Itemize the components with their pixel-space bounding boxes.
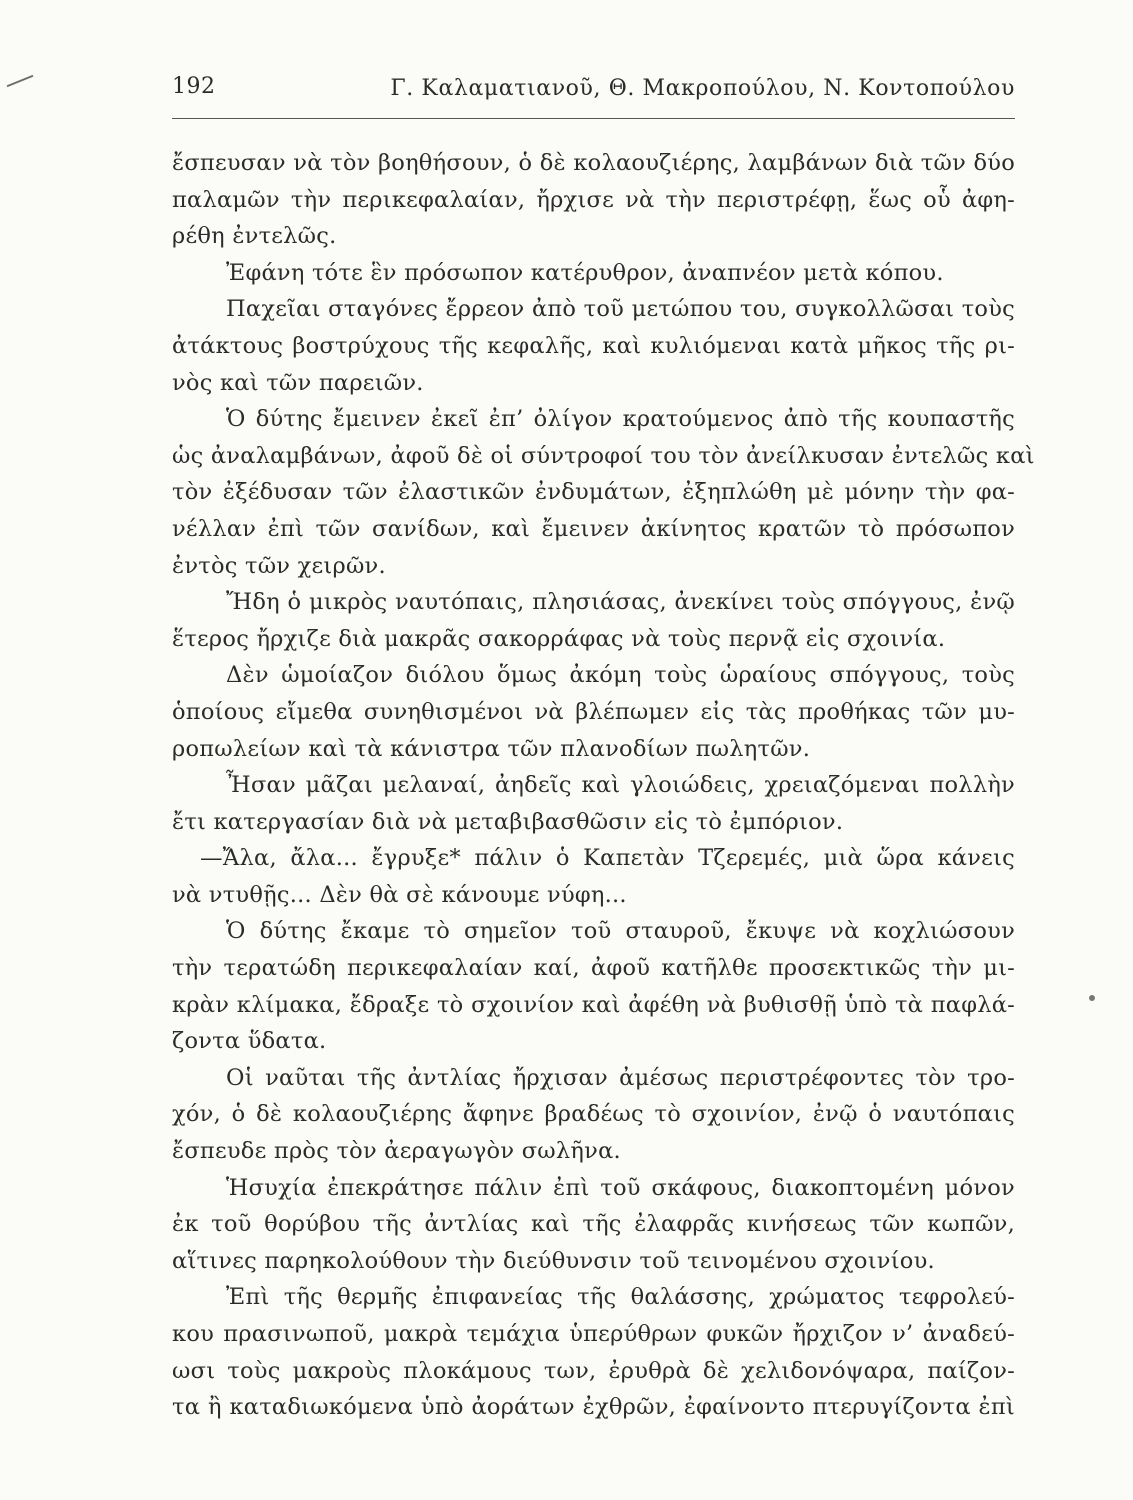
text-line: ροπωλείων καὶ τὰ κάνιστρα τῶν πλανοδίων πωλητῶν. <box>172 735 811 762</box>
text-line: ἐντὸς τῶν χειρῶν. <box>172 552 386 579</box>
text-line: κρὰν κλίμακα, ἔδραξε τὸ σχοινίον καὶ ἀφέθη νὰ βυθισθῇ ὑπὸ τὰ παφλά- <box>172 991 1015 1018</box>
text-line: ἀτάκτους βοστρύχους τῆς κεφαλῆς, καὶ κυλιόμεναι κατὰ μῆκος τῆς ρι- <box>172 332 1015 359</box>
text-line: νὰ ντυθῇς... Δὲν θὰ σὲ κάνουμε νύφη... <box>172 881 627 908</box>
text-line: ἔσπευσαν νὰ τὸν βοηθήσουν, ὁ δὲ κολαουζιέρης, λαμβάνων διὰ τῶν δύο <box>172 150 1015 176</box>
text-line: ἔσπευδε πρὸς τὸν ἀεραγωγὸν σωλῆνα. <box>172 1138 621 1165</box>
text-line: Ἐφάνη τότε ἓν πρόσωπον κατέρυθρον, ἀναπνέον μετὰ κόπου. <box>226 259 944 286</box>
text-line: Ὁ δύτης ἔκαμε τὸ σημεῖον τοῦ σταυροῦ, ἔκυψε νὰ κοχλιώσουν <box>226 918 1015 945</box>
text-line: ἕτερος ἤρχιζε διὰ μακρᾶς σακορράφας νὰ τοὺς περνᾷ εἰς σχοινία. <box>172 625 946 652</box>
text-line: —Ἄλα, ἄλα... ἔγρυξε* πάλιν ὁ Καπετὰν Τζερεμές, μιὰ ὥρα κάνεις <box>200 845 1015 872</box>
text-line: ωσι τοὺς μακροὺς πλοκάμους των, ἐρυθρὰ δὲ χελιδονόψαρα, παίζον- <box>172 1357 1015 1384</box>
text-line: Ἐπὶ τῆς θερμῆς ἐπιφανείας τῆς θαλάσσης, χρώματος τεφρολεύ- <box>226 1284 1015 1311</box>
page-number: 192 <box>172 74 216 99</box>
text-line: κου πρασινωποῦ, μακρὰ τεμάχια ὑπερύθρων φυκῶν ἤρχιζον ν’ ἀναδεύ- <box>172 1321 1015 1347</box>
text-line: ἐκ τοῦ θορύβου τῆς ἀντλίας καὶ τῆς ἐλαφρᾶς κινήσεως τῶν κωπῶν, <box>172 1211 1015 1238</box>
text-line: Παχεῖαι σταγόνες ἔρρεον ἀπὸ τοῦ μετώπου του, συγκολλῶσαι τοὺς <box>226 296 1015 323</box>
text-line: χόν, ὁ δὲ κολαουζιέρης ἄφηνε βραδέως τὸ σχοινίον, ἐνῷ ὁ ναυτόπαις <box>172 1101 1015 1128</box>
text-line: ἔτι κατεργασίαν διὰ νὰ μεταβιβασθῶσιν εἰς τὸ ἐμπόριον. <box>172 808 844 835</box>
stray-ink-dot <box>1089 995 1095 1001</box>
text-line: ὡς ἀναλαμβάνων, ἀφοῦ δὲ οἱ σύντροφοί του τὸν ἀνείλκυσαν ἐντελῶς καὶ <box>172 442 1035 469</box>
text-line: ὁποίους εἴμεθα συνηθισμένοι νὰ βλέπωμεν εἰς τὰς προθήκας τῶν μυ- <box>172 698 1015 725</box>
text-line: νὸς καὶ τῶν παρειῶν. <box>172 369 424 396</box>
text-line: ρέθη ἐντελῶς. <box>172 223 337 250</box>
text-line: Ἤδη ὁ μικρὸς ναυτόπαις, πλησιάσας, ἀνεκίνει τοὺς σπόγγους, ἐνῷ <box>226 589 1015 616</box>
text-line: Ὁ δύτης ἔμεινεν ἐκεῖ ἐπ’ ὀλίγον κρατούμενος ἀπὸ τῆς κουπαστῆς <box>226 406 1015 433</box>
text-line: Ἡσυχία ἐπεκράτησε πάλιν ἐπὶ τοῦ σκάφους, διακοπτομένη μόνον <box>226 1174 1015 1201</box>
text-line: νέλλαν ἐπὶ τῶν σανίδων, καὶ ἔμεινεν ἀκίνητος κρατῶν τὸ πρόσωπον <box>172 515 1015 542</box>
text-line: τα ἢ καταδιωκόμενα ὑπὸ ἀοράτων ἐχθρῶν, ἐφαίνοντο πτερυγίζοντα ἐπὶ <box>172 1394 1015 1421</box>
text-line: τὸν ἐξέδυσαν τῶν ἐλαστικῶν ἐνδυμάτων, ἐξηπλώθη μὲ μόνην τὴν φα- <box>172 479 1015 506</box>
text-line: Ἦσαν μᾶζαι μελαναί, ἀηδεῖς καὶ γλοιώδεις, χρειαζόμεναι πολλὴν <box>226 772 1015 799</box>
text-line: αἵτινες παρηκολούθουν τὴν διεύθυνσιν τοῦ τεινομένου σχοινίου. <box>172 1247 935 1274</box>
text-line: παλαμῶν τὴν περικεφαλαίαν, ἤρχισε νὰ τὴν περιστρέφῃ, ἕως οὗ ἀφη- <box>172 186 1015 213</box>
body-text <box>172 145 1035 1426</box>
text-line: Δὲν ὡμοίαζον διόλου ὅμως ἀκόμη τοὺς ὡραίους σπόγγους, τοὺς <box>226 662 1015 689</box>
header-rule <box>172 118 1015 119</box>
text-line: Οἱ ναῦται τῆς ἀντλίας ἤρχισαν ἀμέσως περιστρέφοντες τὸν τρο- <box>226 1064 1015 1091</box>
text-line: τὴν τερατώδη περικεφαλαίαν καί, ἀφοῦ κατῆλθε προσεκτικῶς τὴν μι- <box>172 955 1015 982</box>
stray-ink-mark <box>7 75 34 87</box>
header-authors: Γ. Καλαματιανοῦ, Θ. Μακροπούλου, Ν. Κοντοπούλου <box>390 76 1015 101</box>
text-line: ζοντα ὕδατα. <box>172 1028 327 1055</box>
running-head <box>172 74 1015 110</box>
